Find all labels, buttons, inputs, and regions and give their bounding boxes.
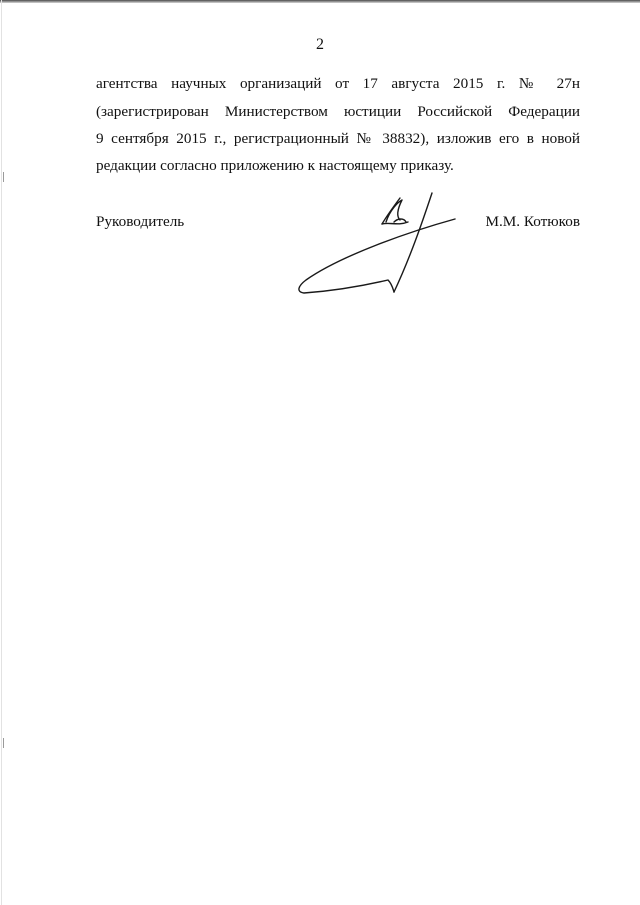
- page-number: 2: [316, 36, 324, 53]
- body-text-line: агентства научных организаций от 17 августа 2015 г. № 27н: [96, 75, 580, 92]
- handwritten-signature: [290, 188, 465, 303]
- signatory-name: М.М. Котюков: [485, 213, 580, 230]
- body-text-line: 9 сентября 2015 г., регистрационный № 38832), изложив его в новой: [96, 130, 580, 147]
- body-text-line: редакции согласно приложению к настоящему приказу.: [96, 157, 454, 174]
- scan-top-edge: [0, 0, 640, 3]
- body-text-line: (зарегистрирован Министерством юстиции Российской Федерации: [96, 103, 580, 120]
- signatory-title: Руководитель: [96, 213, 185, 230]
- scan-left-edge: [1, 0, 2, 905]
- margin-mark: [3, 738, 4, 748]
- margin-mark: [3, 172, 4, 182]
